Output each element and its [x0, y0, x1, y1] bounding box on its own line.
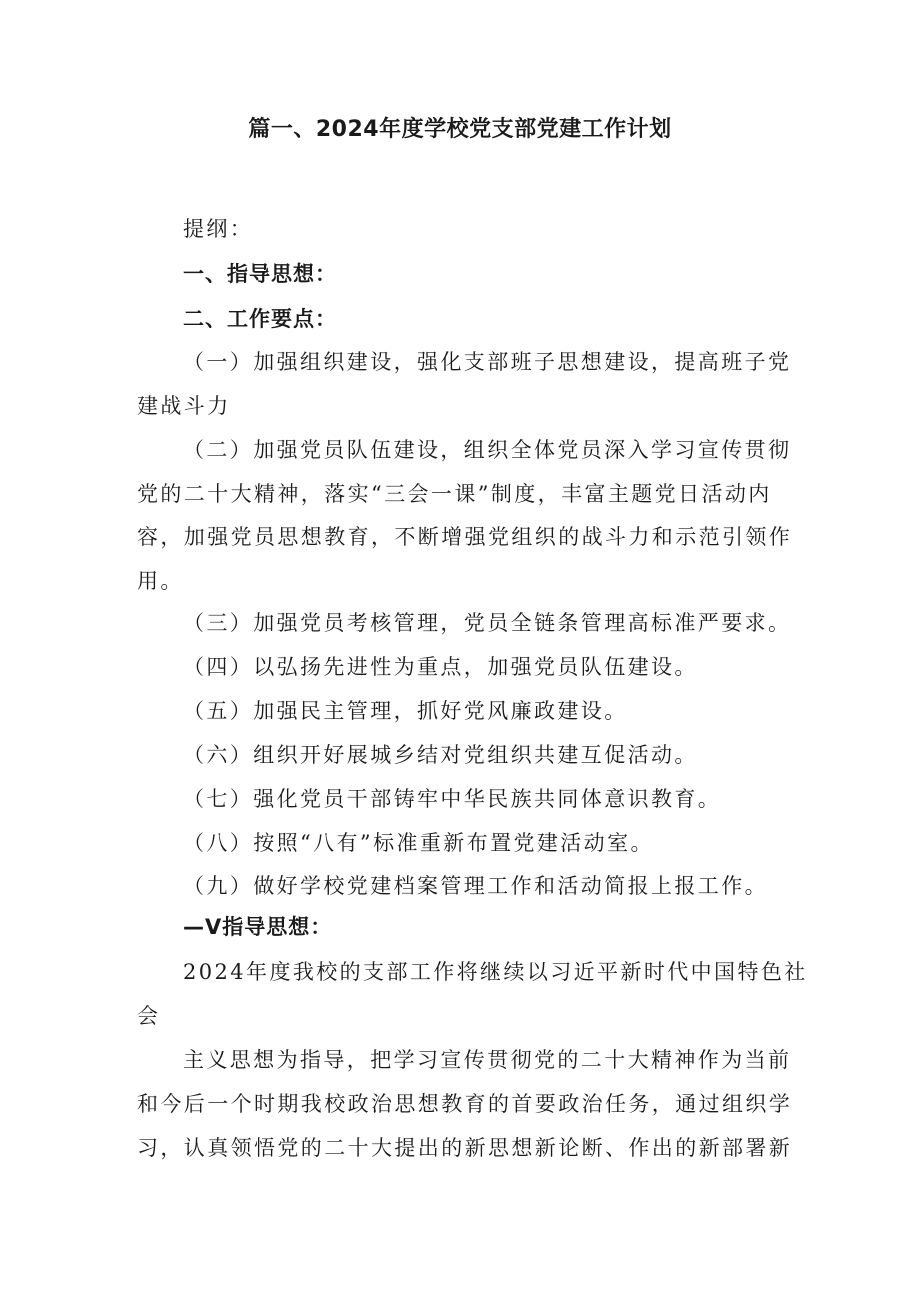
point-2-line-4: 用。: [137, 569, 184, 593]
point-5: （五）加强民主管理，抓好党风廉政建设。: [183, 699, 628, 723]
body-line-2: 会: [137, 1004, 161, 1028]
heading-guiding-thought-repeat: —V指导思想：: [183, 915, 333, 939]
point-1-line-1: （一）加强组织建设，强化支部班子思想建设，提高班子党: [183, 350, 792, 374]
point-2-line-3: 容，加强党员思想教育，不断增强党组织的战斗力和示范引领作: [137, 525, 793, 549]
point-8: （八）按照“八有”标准重新布置党建活动室。: [183, 831, 654, 855]
document-title: 篇一、2024年度学校党支部党建工作计划: [248, 117, 672, 142]
body-line-3: 主义思想为指导，把学习宣传贯彻党的二十大精神作为当前: [183, 1048, 792, 1072]
point-6: （六）组织开好展城乡结对党组织共建互促活动。: [183, 743, 698, 767]
point-7: （七）强化党员干部铸牢中华民族共同体意识教育。: [183, 787, 722, 811]
point-3: （三）加强党员考核管理，党员全链条管理高标准严要求。: [183, 611, 792, 635]
body-line-4: 和今后一个时期我校政治思想教育的首要政治任务，通过组织学: [137, 1092, 793, 1116]
point-2-line-2: 党的二十大精神，落实“三会一课”制度，丰富主题党日活动内: [137, 482, 772, 506]
point-1-line-2: 建战斗力: [137, 394, 231, 418]
body-line-5: 习，认真领悟党的二十大提出的新思想新论断、作出的新部署新: [137, 1136, 793, 1160]
outline-label: 提纲：: [183, 217, 254, 241]
point-9: （九）做好学校党建档案管理工作和活动简报上报工作。: [183, 874, 768, 898]
body-line-1: 2024年度我校的支部工作将继续以习近平新时代中国特色社: [183, 960, 808, 984]
heading-work-points: 二、工作要点：: [183, 307, 337, 331]
point-4: （四）以弘扬先进性为重点，加强党员队伍建设。: [183, 655, 698, 679]
heading-guiding-thought: 一、指导思想：: [183, 262, 337, 286]
point-2-line-1: （二）加强党员队伍建设，组织全体党员深入学习宣传贯彻: [183, 438, 792, 462]
